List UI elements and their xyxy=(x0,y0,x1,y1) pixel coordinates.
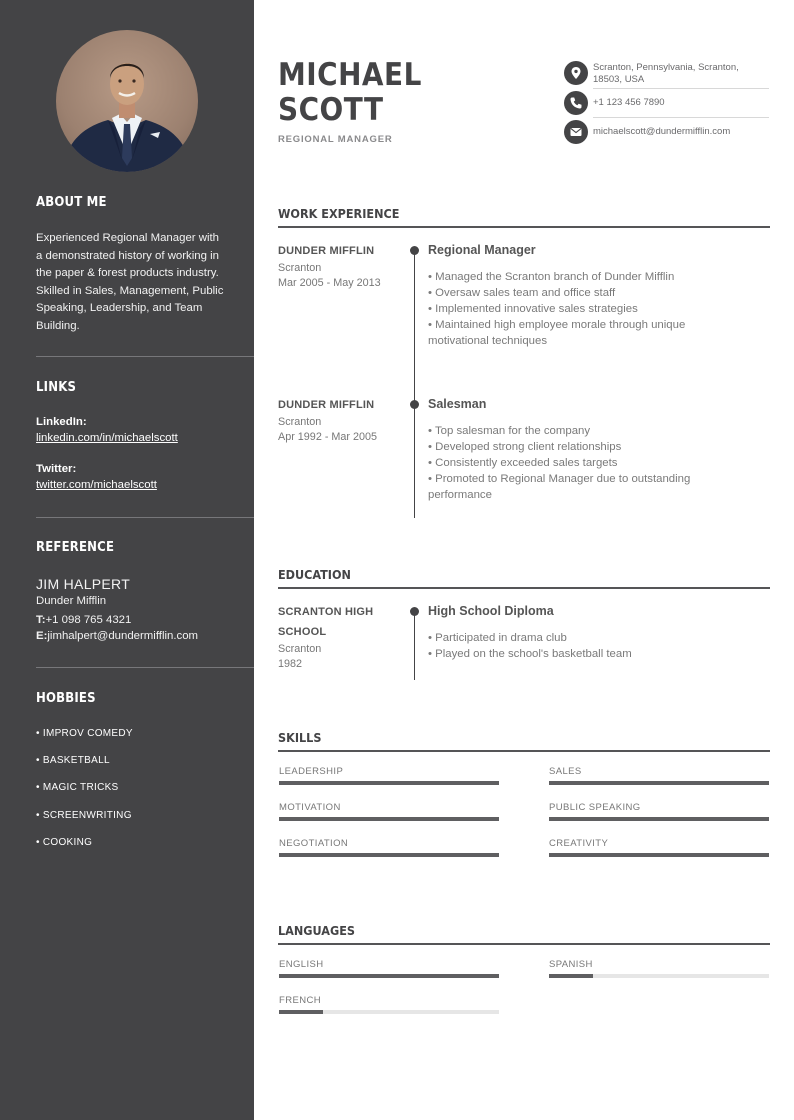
divider xyxy=(36,356,254,357)
about-heading: ABOUT ME xyxy=(36,195,107,210)
sidebar xyxy=(0,0,254,1120)
education-heading: EDUCATION xyxy=(278,567,351,582)
timeline-dot xyxy=(410,246,419,255)
languages-heading: LANGUAGES xyxy=(278,923,355,938)
job-location: Scranton xyxy=(278,416,322,428)
job-bullet: • Maintained high employee morale through unique motivational techniques xyxy=(428,319,686,347)
education-timeline xyxy=(414,610,415,680)
skill-bar-label: MOTIVATION xyxy=(279,802,341,813)
first-name: MICHAEL xyxy=(278,57,422,93)
skill-bar-track xyxy=(549,781,769,785)
links-heading: LINKS xyxy=(36,380,77,395)
job-bullet: • Developed strong client relationships xyxy=(428,441,622,453)
skill-bar-track xyxy=(279,781,499,785)
skill-bar-label: CREATIVITY xyxy=(549,838,609,849)
reference-company: Dunder Mifflin xyxy=(36,595,107,607)
skill-bar-track xyxy=(549,817,769,821)
skill-bar-label: LEADERSHIP xyxy=(279,766,344,777)
skills-heading: SKILLS xyxy=(278,730,322,745)
skill-bar-label: NEGOTIATION xyxy=(279,838,349,849)
reference-phone-label: T: xyxy=(36,614,46,626)
hobby-item: • MAGIC TRICKS xyxy=(36,782,119,793)
skill-bar-fill xyxy=(549,817,769,821)
language-bar-track xyxy=(549,974,769,978)
skill-bar-label: SALES xyxy=(549,766,582,777)
skill-bar-fill xyxy=(279,781,499,785)
experience-timeline xyxy=(414,250,415,518)
skill-bar-track xyxy=(279,817,499,821)
reference-email xyxy=(36,630,198,642)
candidate-name xyxy=(278,58,422,128)
job-bullet: • Managed the Scranton branch of Dunder Mifflin xyxy=(428,271,675,283)
email-icon xyxy=(564,120,588,144)
education-bullets xyxy=(428,630,728,662)
about-text: Experienced Regional Manager with a demonstrated history of working in the paper & forest products industry. Skilled in Sales, Management, Public Speaking, Leadership, and Team Building. xyxy=(36,232,224,332)
skill-bar-fill xyxy=(549,781,769,785)
job-role: Salesman xyxy=(428,397,487,411)
experience-heading: WORK EXPERIENCE xyxy=(278,206,400,221)
divider xyxy=(36,667,254,668)
profile-photo xyxy=(56,30,198,172)
school-name: SCRANTON HIGH SCHOOL xyxy=(278,606,374,638)
location-pin-icon xyxy=(564,61,588,85)
reference-heading: REFERENCE xyxy=(36,540,115,555)
linkedin-link[interactable]: linkedin.com/in/michaelscott xyxy=(36,432,178,444)
section-rule xyxy=(278,587,770,589)
timeline-dot xyxy=(410,400,419,409)
job-dates: Mar 2005 - May 2013 xyxy=(278,277,381,289)
contact-block xyxy=(564,61,769,151)
timeline-dot xyxy=(410,607,419,616)
school-year: 1982 xyxy=(278,658,303,670)
job-bullets xyxy=(428,423,728,503)
hobby-item: • IMPROV COMEDY xyxy=(36,728,133,739)
job-bullets xyxy=(428,269,728,349)
last-name: SCOTT xyxy=(278,92,384,128)
hobbies-heading: HOBBIES xyxy=(36,691,96,706)
job-title: REGIONAL MANAGER xyxy=(278,134,393,145)
linkedin-label: LinkedIn: xyxy=(36,416,87,428)
job-bullet: • Top salesman for the company xyxy=(428,425,591,437)
section-rule xyxy=(278,943,770,945)
section-rule xyxy=(278,226,770,228)
language-bar-label: ENGLISH xyxy=(279,959,324,970)
hobby-item: • COOKING xyxy=(36,837,93,848)
education-bullet: • Participated in drama club xyxy=(428,632,567,644)
reference-email-label: E: xyxy=(36,630,48,642)
job-bullet: • Implemented innovative sales strategies xyxy=(428,303,638,315)
reference-phone xyxy=(36,614,131,626)
twitter-label: Twitter: xyxy=(36,463,77,475)
address-text: Scranton, Pennsylvania, Scranton, 18503, USA xyxy=(593,62,739,85)
hobby-item: • BASKETBALL xyxy=(36,755,110,766)
job-location: Scranton xyxy=(278,262,322,274)
phone-text: +1 123 456 7890 xyxy=(593,97,665,108)
job-role: Regional Manager xyxy=(428,243,536,257)
phone-icon xyxy=(564,91,588,115)
skill-bar-label: PUBLIC SPEAKING xyxy=(549,802,641,813)
school-location: Scranton xyxy=(278,643,322,655)
skill-bar-track xyxy=(279,853,499,857)
divider xyxy=(36,517,254,518)
skill-bar-fill xyxy=(279,817,499,821)
job-company: DUNDER MIFFLIN xyxy=(278,399,375,411)
twitter-link[interactable]: twitter.com/michaelscott xyxy=(36,479,157,491)
language-bar-fill xyxy=(549,974,593,978)
email-text: michaelscott@dundermifflin.com xyxy=(593,126,731,137)
job-dates: Apr 1992 - Mar 2005 xyxy=(278,431,378,443)
job-bullet: • Consistently exceeded sales targets xyxy=(428,457,618,469)
reference-name: JIM HALPERT xyxy=(36,576,131,592)
language-bar-track xyxy=(279,974,499,978)
language-bar-label: SPANISH xyxy=(549,959,593,970)
language-bar-label: FRENCH xyxy=(279,995,321,1006)
skill-bar-fill xyxy=(549,853,769,857)
skill-bar-fill xyxy=(279,853,499,857)
language-bar-fill xyxy=(279,974,499,978)
language-bar-track xyxy=(279,1010,499,1014)
job-bullet: • Oversaw sales team and office staff xyxy=(428,287,616,299)
section-rule xyxy=(278,750,770,752)
reference-email-value: jimhalpert@dundermifflin.com xyxy=(47,630,199,642)
skill-bar-track xyxy=(549,853,769,857)
language-bar-fill xyxy=(279,1010,323,1014)
job-company: DUNDER MIFFLIN xyxy=(278,245,375,257)
education-bullet: • Played on the school's basketball team xyxy=(428,648,632,660)
degree-name: High School Diploma xyxy=(428,604,554,618)
contact-divider xyxy=(593,117,769,118)
hobby-item: • SCREENWRITING xyxy=(36,810,132,821)
contact-divider xyxy=(593,88,769,89)
job-bullet: • Promoted to Regional Manager due to outstanding performance xyxy=(428,473,691,501)
reference-phone-value: +1 098 765 4321 xyxy=(45,614,132,626)
